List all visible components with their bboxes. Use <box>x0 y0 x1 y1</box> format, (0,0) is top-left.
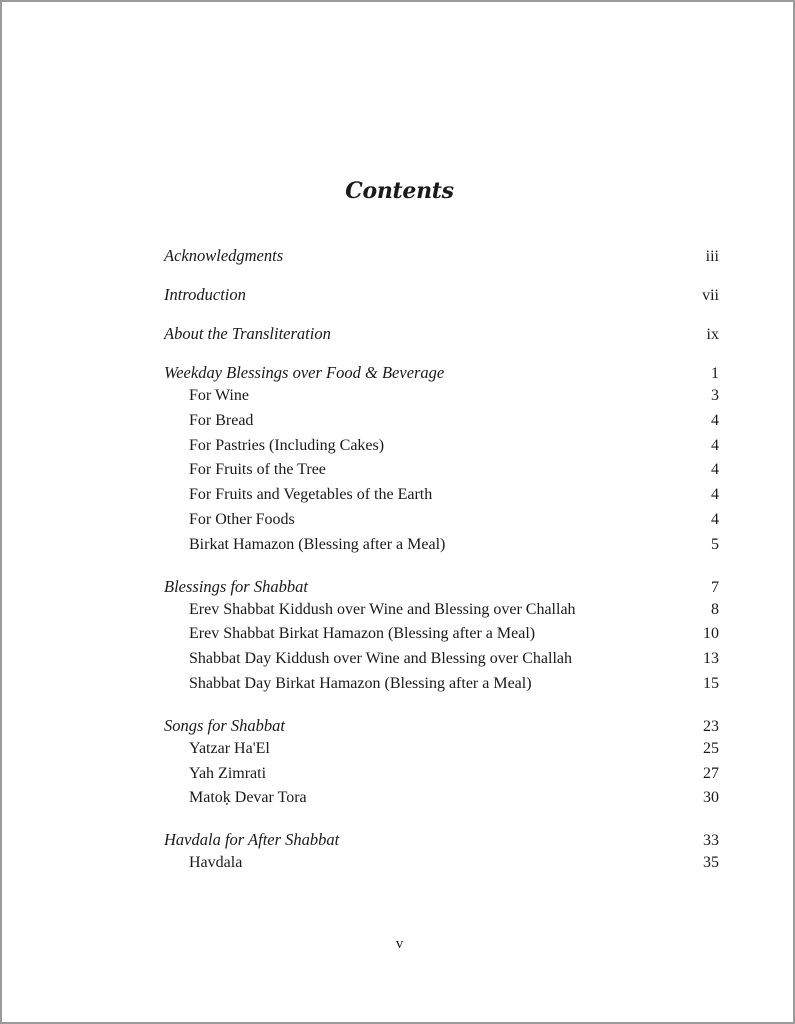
toc-section-heading <box>164 716 719 740</box>
toc-section-shabbat-songs <box>164 716 719 814</box>
toc-section-weekday-blessings <box>164 363 719 561</box>
toc-item <box>164 412 719 437</box>
toc-item <box>164 511 719 536</box>
toc-item-title: Havdala <box>189 854 243 872</box>
toc-item-page: 35 <box>703 854 719 872</box>
toc-item-title: Matoḳ Devar Tora <box>189 789 307 807</box>
toc-item-title: Erev Shabbat Birkat Hamazon (Blessing after a Meal) <box>189 625 536 643</box>
toc-item-title: For Wine <box>189 387 249 404</box>
toc-entry-introduction <box>164 285 719 309</box>
toc-item <box>164 625 719 650</box>
table-of-contents <box>164 246 719 895</box>
toc-item <box>164 854 719 879</box>
toc-entry-page: iii <box>705 248 719 265</box>
toc-item-page: 27 <box>703 764 719 782</box>
toc-entry-acknowledgments <box>164 246 719 270</box>
toc-item <box>164 675 719 700</box>
toc-item <box>164 536 719 561</box>
toc-item-page: 5 <box>711 535 719 553</box>
toc-section-title: Songs for Shabbat <box>164 715 286 735</box>
toc-item-page: 4 <box>711 461 719 479</box>
toc-section-page: 33 <box>703 832 719 850</box>
toc-item-page: 4 <box>711 436 719 454</box>
toc-item <box>164 765 719 790</box>
toc-item-page: 25 <box>703 739 719 757</box>
toc-item-page: 3 <box>711 387 719 404</box>
toc-entry-title: Acknowledgments <box>164 246 284 265</box>
toc-section-title: Weekday Blessings over Food & Beverage <box>164 363 445 382</box>
toc-section-page: 1 <box>711 365 719 382</box>
toc-item-title: For Fruits of the Tree <box>189 461 326 479</box>
toc-entry-page: ix <box>706 326 719 343</box>
toc-entry-page: vii <box>702 287 719 304</box>
toc-section-title: Blessings for Shabbat <box>164 576 308 596</box>
toc-section-heading <box>164 577 719 601</box>
toc-item <box>164 486 719 511</box>
toc-item <box>164 601 719 626</box>
toc-item <box>164 740 719 765</box>
toc-item-title: For Fruits and Vegetables of the Earth <box>189 486 433 504</box>
toc-item <box>164 650 719 675</box>
page-number: v <box>395 936 404 952</box>
toc-item-page: 4 <box>711 411 719 429</box>
toc-item-page: 13 <box>703 650 719 668</box>
toc-section-title: Havdala for After Shabbat <box>164 830 340 850</box>
toc-item-page: 10 <box>703 625 719 643</box>
toc-item-title: Yah Zimrati <box>189 764 267 782</box>
toc-item-title: Yatzar Ha'El <box>189 739 270 757</box>
toc-section-page: 23 <box>703 717 719 735</box>
toc-item-title: Shabbat Day Birkat Hamazon (Blessing after a Meal) <box>189 674 532 692</box>
toc-item <box>164 387 719 412</box>
toc-item-page: 8 <box>711 600 719 618</box>
toc-section-page: 7 <box>711 578 719 596</box>
toc-item <box>164 437 719 462</box>
toc-item <box>164 461 719 486</box>
toc-item-title: For Bread <box>189 411 254 429</box>
toc-entry-title: About the Transliteration <box>164 324 331 343</box>
toc-item <box>164 789 719 814</box>
toc-item-title: Erev Shabbat Kiddush over Wine and Blessing over Challah <box>189 600 576 618</box>
toc-item-page: 4 <box>711 510 719 528</box>
toc-item-page: 15 <box>703 674 719 692</box>
toc-section-shabbat-blessings <box>164 577 719 700</box>
toc-item-title: For Other Foods <box>189 510 295 528</box>
toc-item-page: 30 <box>703 789 719 807</box>
toc-section-heading <box>164 830 719 854</box>
toc-entry-transliteration <box>164 324 719 348</box>
toc-entry-title: Introduction <box>164 285 246 304</box>
toc-item-title: For Pastries (Including Cakes) <box>189 436 385 454</box>
toc-item-page: 4 <box>711 486 719 504</box>
toc-item-title: Shabbat Day Kiddush over Wine and Blessing over Challah <box>189 650 572 668</box>
toc-item-title: Birkat Hamazon (Blessing after a Meal) <box>189 535 446 553</box>
page-title: Contents <box>345 178 454 204</box>
toc-section-havdala <box>164 830 719 879</box>
toc-section-heading <box>164 363 719 387</box>
